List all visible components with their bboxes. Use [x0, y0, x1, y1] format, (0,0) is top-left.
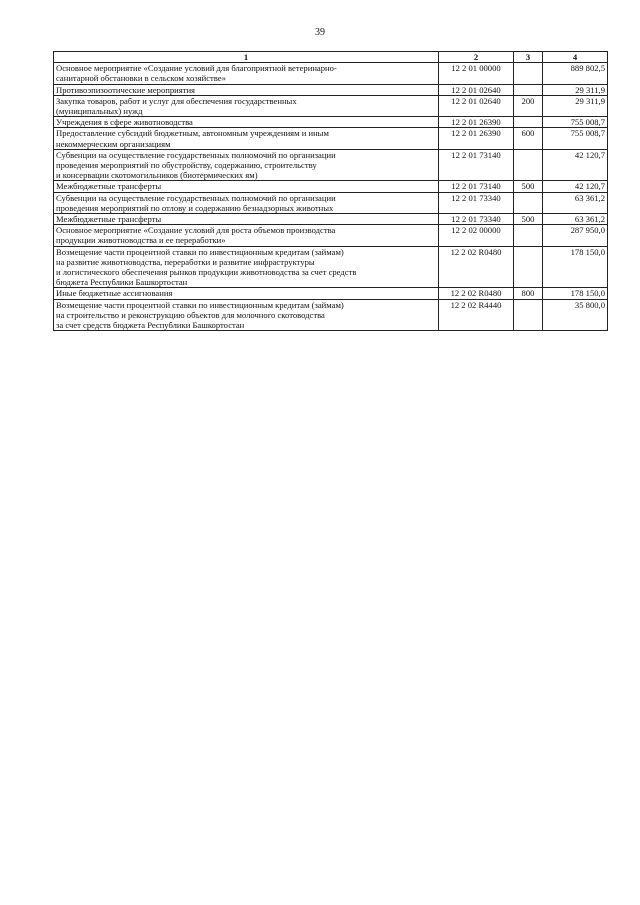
column-header-2: 2 — [439, 52, 514, 63]
table-row — [54, 63, 608, 84]
row-type-cell — [514, 117, 543, 128]
budget-table — [53, 51, 608, 331]
table-row — [54, 84, 608, 95]
column-header-1: 1 — [54, 52, 439, 63]
row-name-cell: Субвенции на осуществление государственных полномочий по организации проведения мероприятий по отлову и содержанию безнадзорных животных — [54, 192, 439, 213]
row-code-cell: 12 2 02 R0480 — [439, 288, 514, 299]
row-type-cell — [514, 84, 543, 95]
table-row — [54, 95, 608, 116]
row-amount-cell: 287 950,0 — [543, 225, 608, 246]
row-name-cell: Учреждения в сфере животноводства — [54, 117, 439, 128]
row-amount-cell: 755 008,7 — [543, 117, 608, 128]
row-name-cell: Возмещение части процентной ставки по инвестиционным кредитам (займам) на развитие животноводства, переработки и развитие инфраструктуры и логистического обеспечения рынков продукции животноводства за счет средств бюджета Республики Башкортостан — [54, 246, 439, 288]
table-row — [54, 288, 608, 299]
table-body — [54, 63, 608, 331]
table-row — [54, 181, 608, 192]
table-row — [54, 246, 608, 288]
row-code-cell: 12 2 01 26390 — [439, 128, 514, 149]
row-amount-cell: 63 361,2 — [543, 214, 608, 225]
row-name-cell: Основное мероприятие «Создание условий для роста объемов производства продукции животноводства и ее переработки» — [54, 225, 439, 246]
row-code-cell: 12 2 02 00000 — [439, 225, 514, 246]
row-name-cell: Иные бюджетные ассигнования — [54, 288, 439, 299]
table-row — [54, 225, 608, 246]
row-code-cell: 12 2 01 00000 — [439, 63, 514, 84]
row-name-cell: Основное мероприятие «Создание условий для благоприятной ветеринарно- санитарной обстановки в сельском хозяйстве» — [54, 63, 439, 84]
row-name-cell: Возмещение части процентной ставки по инвестиционным кредитам (займам) на строительство и реконструкцию объектов для молочного скотоводства за счет средств бюджета Республики Башкортостан — [54, 299, 439, 331]
row-type-cell: 800 — [514, 288, 543, 299]
column-header-3: 3 — [514, 52, 543, 63]
row-name-cell: Субвенции на осуществление государственных полномочий по организации проведения мероприятий по обустройству, содержанию, строительству и консервации скотомогильников (биотермических ям) — [54, 149, 439, 181]
row-type-cell — [514, 299, 543, 331]
row-code-cell: 12 2 02 R0480 — [439, 246, 514, 288]
table-header-row — [54, 52, 608, 63]
row-code-cell: 12 2 01 73140 — [439, 149, 514, 181]
row-name-cell: Межбюджетные трансферты — [54, 214, 439, 225]
row-type-cell: 600 — [514, 128, 543, 149]
row-amount-cell: 35 800,0 — [543, 299, 608, 331]
row-name-cell: Закупка товаров, работ и услуг для обеспечения государственных (муниципальных) нужд — [54, 95, 439, 116]
row-code-cell: 12 2 01 02640 — [439, 84, 514, 95]
row-name-cell: Противоэпизоотические мероприятия — [54, 84, 439, 95]
row-type-cell: 500 — [514, 214, 543, 225]
row-amount-cell: 42 120,7 — [543, 181, 608, 192]
row-amount-cell: 178 150,0 — [543, 246, 608, 288]
table-row — [54, 214, 608, 225]
row-name-cell: Межбюджетные трансферты — [54, 181, 439, 192]
row-code-cell: 12 2 01 73340 — [439, 214, 514, 225]
row-amount-cell: 29 311,9 — [543, 95, 608, 116]
row-amount-cell: 42 120,7 — [543, 149, 608, 181]
row-code-cell: 12 2 02 R4440 — [439, 299, 514, 331]
row-amount-cell: 755 008,7 — [543, 128, 608, 149]
row-amount-cell: 63 361,2 — [543, 192, 608, 213]
row-amount-cell: 29 311,9 — [543, 84, 608, 95]
row-type-cell: 200 — [514, 95, 543, 116]
table-row — [54, 299, 608, 331]
table-row — [54, 117, 608, 128]
row-code-cell: 12 2 01 26390 — [439, 117, 514, 128]
row-type-cell — [514, 246, 543, 288]
row-code-cell: 12 2 01 73340 — [439, 192, 514, 213]
row-name-cell: Предоставление субсидий бюджетным, автономным учреждениям и иным некоммерческим организациям — [54, 128, 439, 149]
table-row — [54, 149, 608, 181]
table-row — [54, 192, 608, 213]
row-amount-cell: 889 802,5 — [543, 63, 608, 84]
row-type-cell: 500 — [514, 181, 543, 192]
table-row — [54, 128, 608, 149]
row-amount-cell: 178 150,0 — [543, 288, 608, 299]
row-type-cell — [514, 149, 543, 181]
row-type-cell — [514, 225, 543, 246]
row-type-cell — [514, 192, 543, 213]
row-type-cell — [514, 63, 543, 84]
row-code-cell: 12 2 01 02640 — [439, 95, 514, 116]
page-number: 39 — [315, 27, 325, 38]
column-header-4: 4 — [543, 52, 608, 63]
row-code-cell: 12 2 01 73140 — [439, 181, 514, 192]
